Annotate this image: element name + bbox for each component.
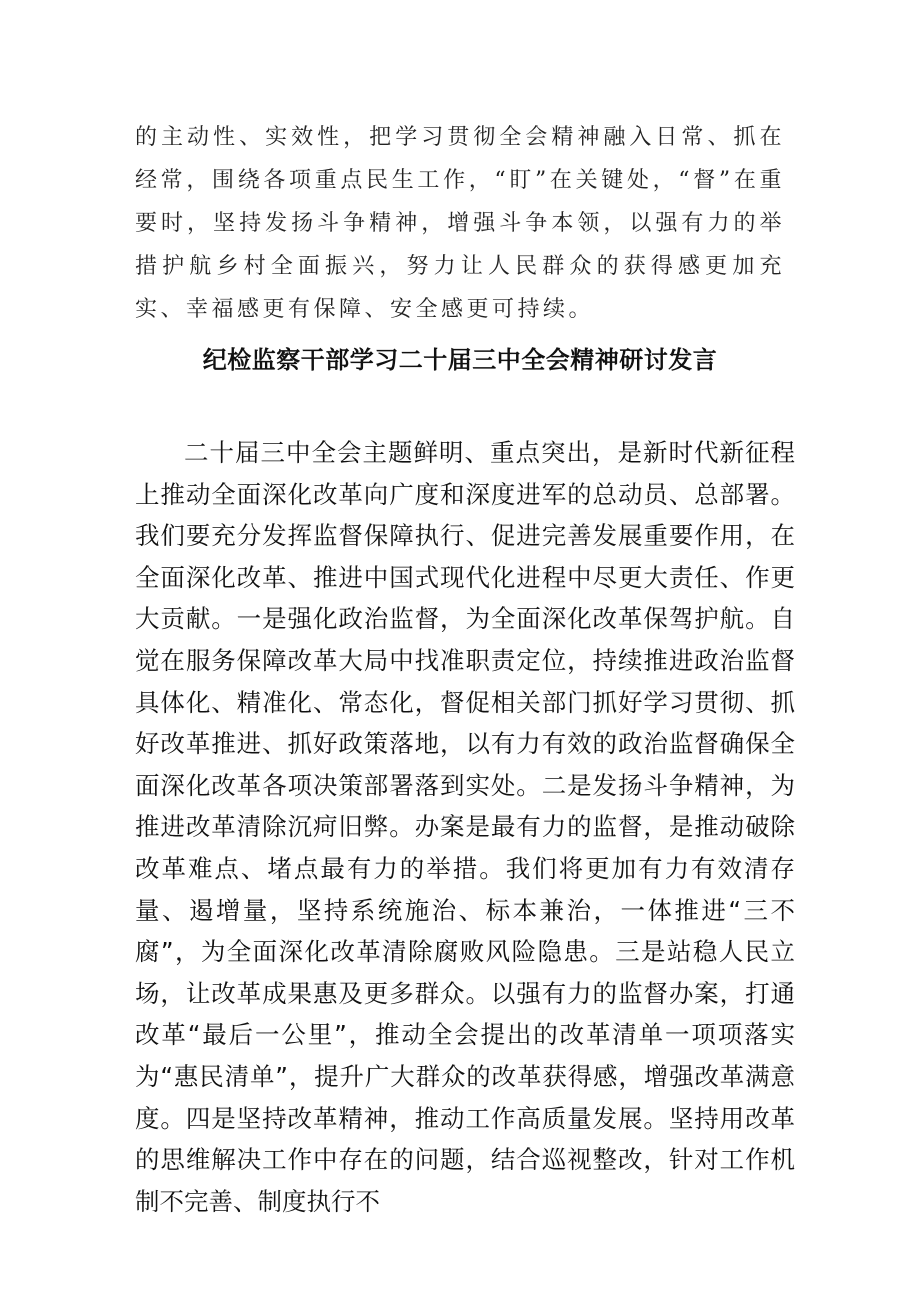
body-paragraph: 二十届三中全会主题鲜明、重点突出，是新时代新征程上推动全面深化改革向广度和深度进军的总动员、总部署。我们要充分发挥监督保障执行、促进完善发展重要作用，在全面深化改革、推进中国式现代化进程中尽更大责任、作更大贡献。一是强化政治监督，为全面深化改革保驾护航。自觉在服务保障改革大局中找准职责定位，持续推进政治监督具体化、精准化、常态化，督促相关部门抓好学习贯彻、抓好改革推进、抓好政策落地，以有力有效的政治监督确保全面深化改革各项决策部署落到实处。二是发扬斗争精神，为推进改革清除沉疴旧弊。办案是最有力的监督，是推动破除改革难点、堵点最有力的举措。我们将更加有力有效清存量、遏增量，坚持系统施治、标本兼治，一体推进“三不腐”，为全面深化改革清除腐败风险隐患。三是站稳人民立场，让改革成果惠及更多群众。以强有力的监督办案，打通改革“最后一公里”，推动全会提出的改革清单一项项落实为“惠民清单”，提升广大群众的改革获得感，增强改革满意度。四是坚持改革精神，推动工作高质量发展。坚持用改革的思维解决工作中存在的问题，结合巡视整改，针对工作机制不完善、制度执行不 <box>135 438 795 1216</box>
top-paragraph: 的主动性、实效性，把学习贯彻全会精神融入日常、抓在经常，围绕各项重点民生工作，“盯”在关键处，“督”在重要时，坚持发扬斗争精神，增强斗争本领，以强有力的举措护航乡村全面振兴，努力让人民群众的获得感更加充实、幸福感更有保障、安全感更可持续。 <box>135 125 785 322</box>
document-title: 纪检监察干部学习二十届三中全会精神研讨发言 <box>202 346 718 374</box>
